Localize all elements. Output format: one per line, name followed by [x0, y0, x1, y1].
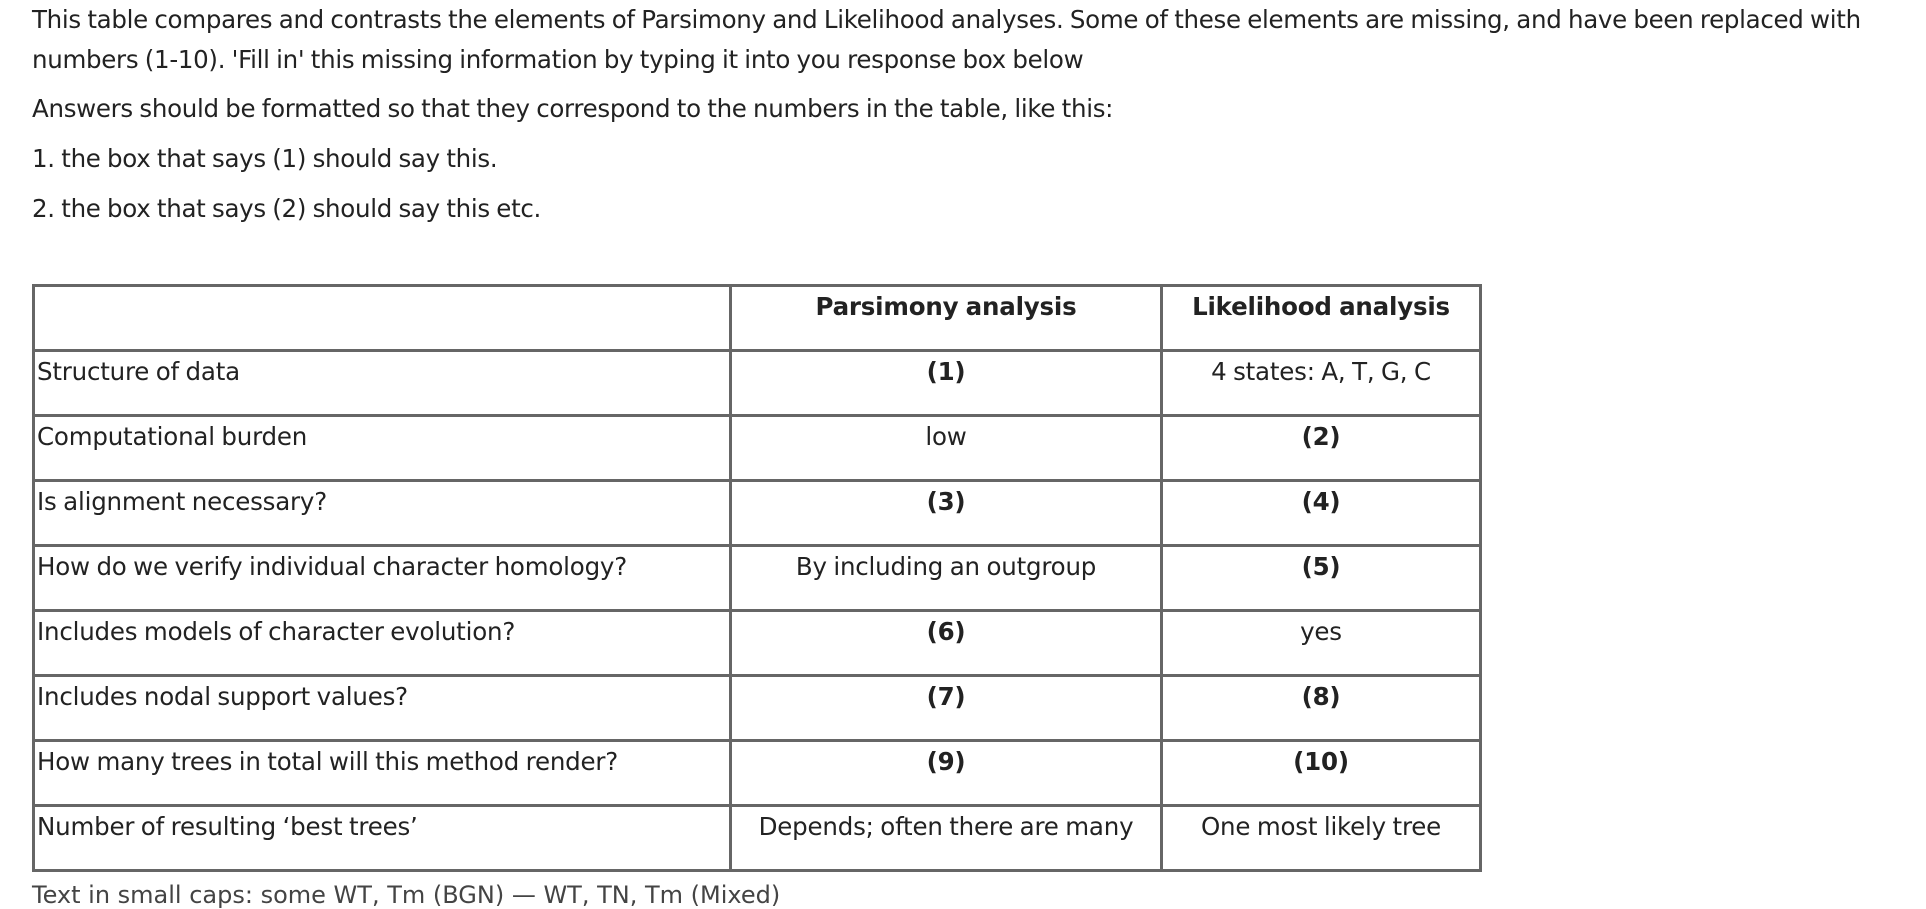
parsimony-cell: By including an outgroup: [731, 546, 1162, 611]
table-row: [34, 741, 1481, 806]
likelihood-cell: One most likely tree: [1162, 806, 1481, 871]
comparison-table: [32, 284, 1482, 872]
parsimony-cell: (1): [731, 351, 1162, 416]
table-row: [34, 351, 1481, 416]
footer-partial-label: Text in small caps: some WT, Tm (BGN) — WT, TN, Tm (Mixed): [32, 881, 781, 909]
row-label: Is alignment necessary?: [34, 481, 731, 546]
example-1-text: 1. the box that says (1) should say this.: [32, 144, 498, 173]
likelihood-cell: (5): [1162, 546, 1481, 611]
instructions: [32, 0, 1912, 229]
parsimony-cell: (6): [731, 611, 1162, 676]
table-header-row: [34, 286, 1481, 351]
table-row: [34, 416, 1481, 481]
parsimony-cell: Depends; often there are many: [731, 806, 1162, 871]
header-likelihood: Likelihood analysis: [1162, 286, 1481, 351]
parsimony-cell: (7): [731, 676, 1162, 741]
table-row: [34, 676, 1481, 741]
row-label: Includes models of character evolution?: [34, 611, 731, 676]
table-row: [34, 481, 1481, 546]
parsimony-cell: (3): [731, 481, 1162, 546]
likelihood-cell: (4): [1162, 481, 1481, 546]
example-2-text: 2. the box that says (2) should say this etc.: [32, 194, 542, 223]
row-label: Computational burden: [34, 416, 731, 481]
table-row: [34, 546, 1481, 611]
row-label: Includes nodal support values?: [34, 676, 731, 741]
footer-partial-text: [32, 881, 792, 909]
parsimony-cell: (9): [731, 741, 1162, 806]
likelihood-cell: yes: [1162, 611, 1481, 676]
row-label: How do we verify individual character homology?: [34, 546, 731, 611]
likelihood-cell: 4 states: A, T, G, C: [1162, 351, 1481, 416]
format-note-text: Answers should be formatted so that they correspond to the numbers in the table, like this:: [32, 94, 1114, 123]
intro-text: This table compares and contrasts the elements of Parsimony and Likelihood analyses. Some of these elements are missing, and have been replaced with numbers (1-10). 'Fill in' this missing information by typing it into you response box below: [32, 5, 1861, 74]
row-label: Structure of data: [34, 351, 731, 416]
row-label: How many trees in total will this method render?: [34, 741, 731, 806]
table-row: [34, 611, 1481, 676]
parsimony-cell: low: [731, 416, 1162, 481]
header-parsimony: Parsimony analysis: [731, 286, 1162, 351]
likelihood-cell: (2): [1162, 416, 1481, 481]
row-label: Number of resulting ‘best trees’: [34, 806, 731, 871]
header-empty-cell: [34, 286, 731, 351]
table-row: [34, 806, 1481, 871]
likelihood-cell: (8): [1162, 676, 1481, 741]
likelihood-cell: (10): [1162, 741, 1481, 806]
